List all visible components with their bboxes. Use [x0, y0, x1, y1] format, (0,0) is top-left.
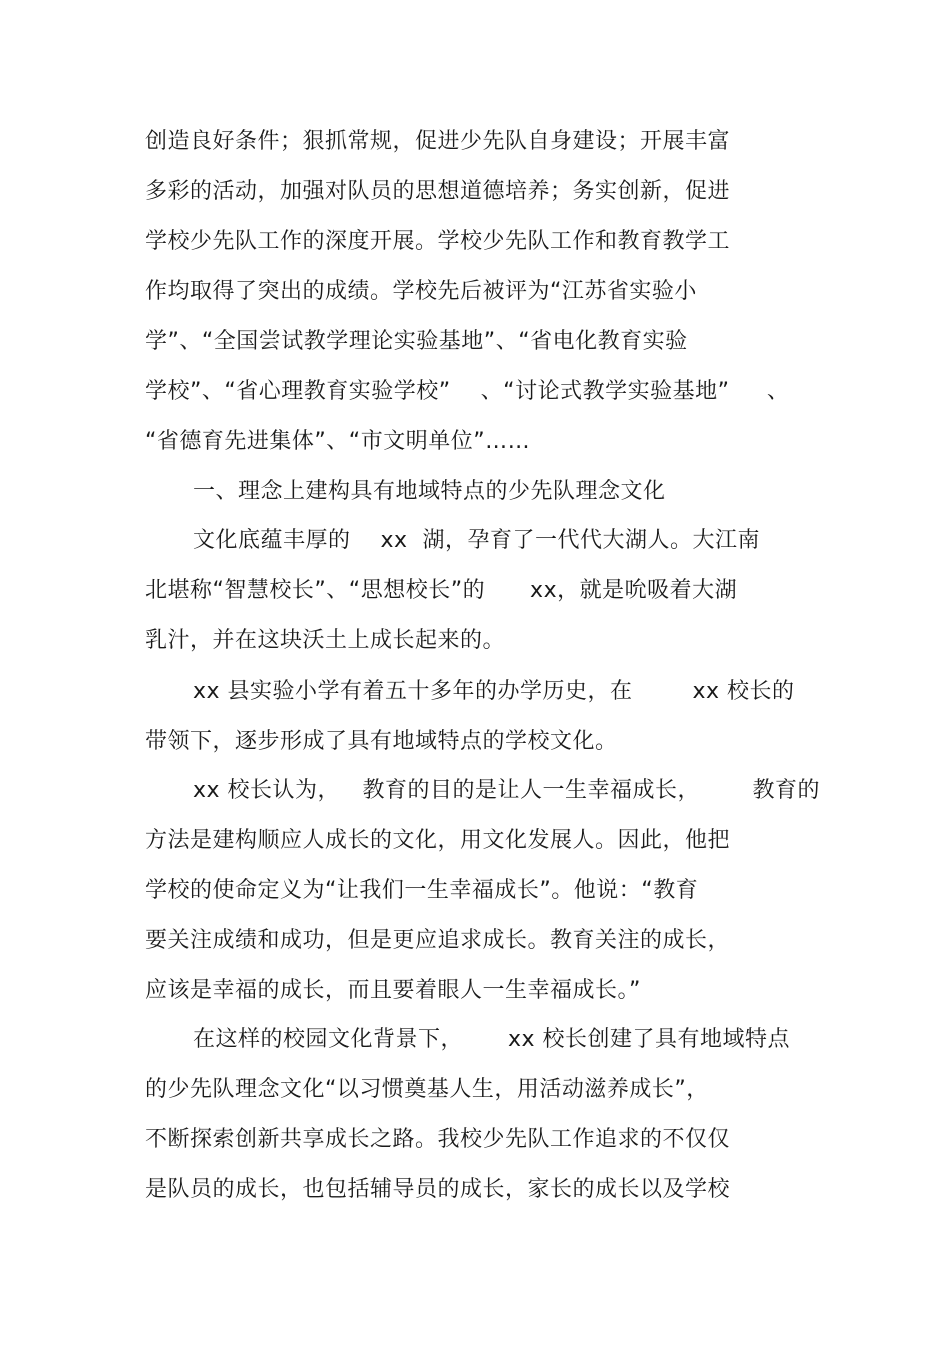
text-line: 在这样的校园文化背景下， xx 校长创建了具有地域特点 — [193, 1027, 790, 1052]
text-line: 创造良好条件；狠抓常规，促进少先队自身建设；开展丰富 — [145, 129, 731, 154]
text-line: 作均取得了突出的成绩。学校先后被评为“江苏省实验小 — [145, 279, 697, 304]
text-line: 学”、“全国尝试教学理论实验基地”、“省电化教育实验 — [145, 329, 688, 354]
text-line: 乳汁，并在这块沃土上成长起来的。 — [145, 628, 506, 653]
text-line: xx 县实验小学有着五十多年的办学历史，在 xx 校长的 — [193, 679, 795, 704]
text-line: 文化底蕴丰厚的 xx 湖，孕育了一代代大湖人。大江南 — [193, 528, 760, 553]
text-line: 是队员的成长，也包括辅导员的成长，家长的成长以及学校 — [145, 1177, 731, 1202]
text-line: “省德育先进集体”、“市文明单位”…… — [145, 429, 531, 454]
text-line: 的少先队理念文化“以习惯奠基人生，用活动滋养成长”， — [145, 1077, 709, 1102]
text-line: xx 校长认为， 教育的目的是让人一生幸福成长， 教育的 — [193, 778, 820, 803]
text-line: 学校”、“省心理教育实验学校” 、“讨论式教学实验基地” 、 — [145, 379, 790, 404]
text-line: 北堪称“智慧校长”、“思想校长”的 xx，就是吮吸着大湖 — [145, 578, 738, 603]
text-line: 带领下，逐步形成了具有地域特点的学校文化。 — [145, 729, 618, 754]
section-heading: 一、理念上建构具有地域特点的少先队理念文化 — [193, 479, 666, 504]
text-line: 学校少先队工作的深度开展。学校少先队工作和教育教学工 — [145, 229, 731, 254]
text-line: 应该是幸福的成长，而且要着眼人一生幸福成长。” — [145, 978, 641, 1003]
text-line: 方法是建构顺应人成长的文化，用文化发展人。因此，他把 — [145, 828, 731, 853]
text-line: 不断探索创新共享成长之路。我校少先队工作追求的不仅仅 — [145, 1127, 731, 1152]
text-line: 学校的使命定义为“让我们一生幸福成长”。他说：“教育 — [145, 878, 699, 903]
text-line: 要关注成绩和成功，但是更应追求成长。教育关注的成长， — [145, 928, 731, 953]
text-line: 多彩的活动，加强对队员的思想道德培养；务实创新，促进 — [145, 179, 731, 204]
